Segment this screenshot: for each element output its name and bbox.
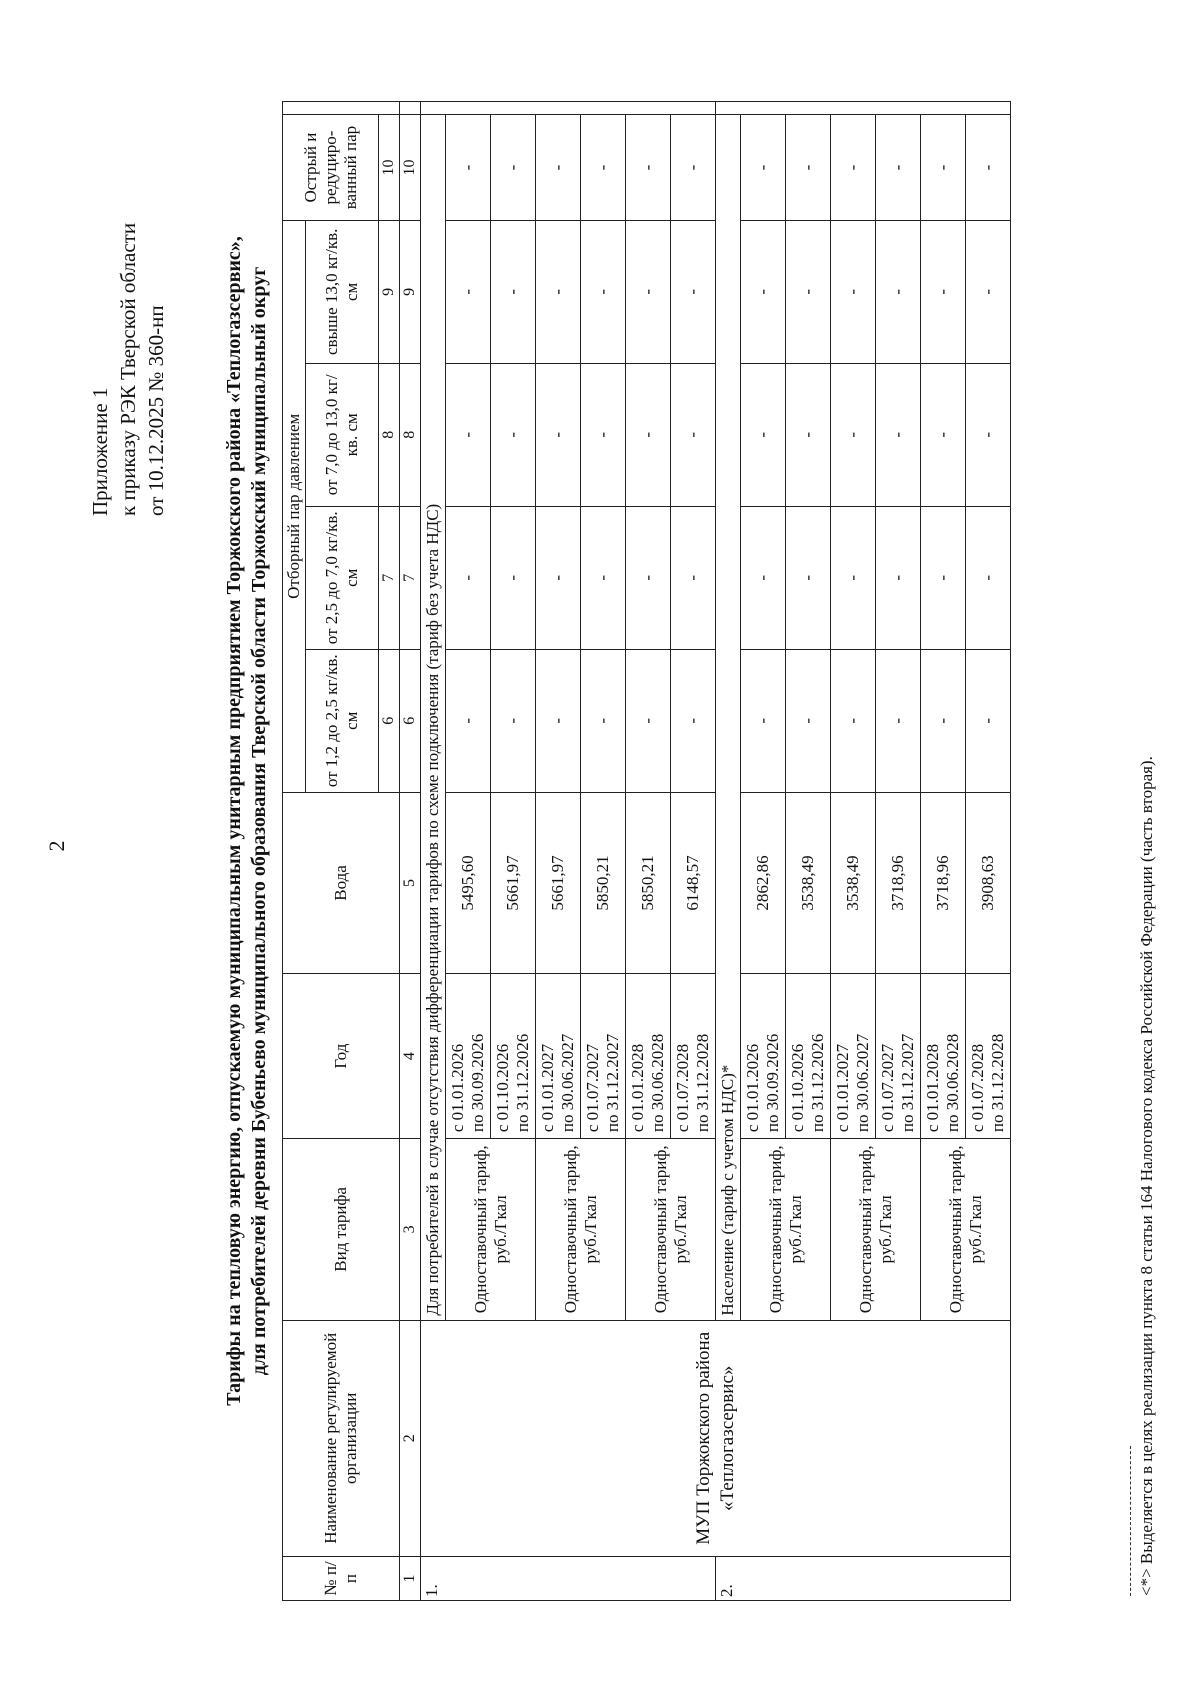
tariff-type: Одноставочный тариф, руб./Гкал [626, 1139, 716, 1320]
page-number: 2 [44, 840, 69, 852]
appendix-reference [86, 223, 170, 516]
period-cell [581, 974, 626, 1139]
column-index-1: 1 [400, 1557, 421, 1601]
section-title: Для потребителей в случае отсутствия дифференциации тарифов по схеме подключения (тариф без учета НДС) [421, 115, 446, 1320]
steam-tariff-empty: - [966, 115, 1011, 221]
period-cell [921, 974, 966, 1139]
header-num: № п/ п [283, 1557, 400, 1601]
column-number-6: 6 [379, 649, 400, 792]
separator-cell [716, 102, 1011, 115]
header-pressure-1: от 1,2 до 2,5 кг/кв. см [306, 649, 379, 792]
period-end: по 30.09.2026 [763, 1033, 782, 1133]
steam-tariff-empty: - [741, 363, 786, 506]
steam-tariff-empty: - [966, 363, 1011, 506]
column-index-9: 9 [400, 220, 421, 363]
water-tariff-value: 5661,97 [536, 792, 581, 973]
tariff-type: Одноставочный тариф, руб./Гкал [921, 1139, 1011, 1320]
steam-tariff-empty: - [446, 115, 491, 221]
period-end: по 31.12.2026 [513, 1033, 532, 1133]
steam-tariff-empty: - [876, 363, 921, 506]
steam-tariff-empty: - [626, 220, 671, 363]
period-cell [786, 974, 831, 1139]
column-index-10: 10 [400, 115, 421, 221]
section-title: Население (тариф с учетом НДС)* [716, 115, 741, 1320]
period-end: по 31.12.2027 [603, 1033, 622, 1133]
header-water: Вода [283, 792, 400, 973]
column-number-9: 9 [379, 220, 400, 363]
section-header-row [421, 102, 446, 1601]
header-year: Год [283, 974, 400, 1139]
steam-tariff-empty: - [581, 363, 626, 506]
steam-tariff-empty: - [446, 649, 491, 792]
header-organization: Наименование регулируемой организации [283, 1320, 400, 1556]
period-start: с 01.01.2028 [628, 1043, 647, 1133]
steam-tariff-empty: - [786, 506, 831, 649]
steam-tariff-empty: - [671, 363, 716, 506]
period-start: с 01.07.2028 [968, 1043, 987, 1133]
appendix-line-1: Приложение 1 [88, 387, 112, 516]
steam-tariff-empty: - [671, 506, 716, 649]
period-start: с 01.01.2028 [923, 1043, 942, 1133]
header-row-1 [283, 102, 306, 1601]
steam-tariff-empty: - [536, 220, 581, 363]
steam-tariff-empty: - [921, 506, 966, 649]
separator-cell [421, 102, 716, 115]
tariff-table [282, 101, 1011, 1601]
steam-tariff-empty: - [671, 115, 716, 221]
tariff-type: Одноставочный тариф, руб./Гкал [536, 1139, 626, 1320]
steam-tariff-empty: - [921, 220, 966, 363]
water-tariff-value: 3718,96 [876, 792, 921, 973]
section-number: 2. [716, 1557, 1011, 1601]
steam-tariff-empty: - [876, 115, 921, 221]
steam-tariff-empty: - [491, 220, 536, 363]
header-steam-group: Отборный пар давлением [283, 220, 306, 792]
period-start: с 01.07.2027 [878, 1043, 897, 1133]
period-start: с 01.10.2026 [788, 1043, 807, 1133]
period-cell [491, 974, 536, 1139]
water-tariff-value: 5495,60 [446, 792, 491, 973]
steam-tariff-empty: - [446, 363, 491, 506]
period-end: по 31.12.2027 [898, 1033, 917, 1133]
steam-tariff-empty: - [626, 363, 671, 506]
steam-tariff-empty: - [876, 506, 921, 649]
period-start: с 01.01.2027 [538, 1043, 557, 1133]
header-tariff-type: Вид тарифа [283, 1139, 400, 1320]
water-tariff-value: 3718,96 [921, 792, 966, 973]
column-number-10: 10 [379, 115, 400, 221]
separator-cell [283, 102, 400, 115]
steam-tariff-empty: - [831, 649, 876, 792]
steam-tariff-empty: - [536, 649, 581, 792]
steam-tariff-empty: - [741, 115, 786, 221]
period-end: по 30.06.2027 [853, 1033, 872, 1133]
column-index-row [400, 102, 421, 1601]
footnote: <*> Выделяется в целях реализации пункта 8 статьи 164 Налогового кодекса Российской Федерации (часть вторая). [1137, 756, 1156, 1596]
header-pressure-2: от 2,5 до 7,0 кг/кв. см [306, 506, 379, 649]
steam-tariff-empty: - [491, 363, 536, 506]
steam-tariff-empty: - [876, 220, 921, 363]
water-tariff-value: 2862,86 [741, 792, 786, 973]
column-index-5: 5 [400, 792, 421, 973]
period-end: по 30.06.2028 [943, 1033, 962, 1133]
period-end: по 31.12.2026 [808, 1033, 827, 1133]
period-cell [831, 974, 876, 1139]
water-tariff-value: 5850,21 [626, 792, 671, 973]
steam-tariff-empty: - [626, 115, 671, 221]
steam-tariff-empty: - [741, 506, 786, 649]
steam-tariff-empty: - [446, 220, 491, 363]
steam-tariff-empty: - [921, 115, 966, 221]
appendix-line-3: от 10.12.2025 № 360-нп [144, 305, 168, 516]
column-index-7: 7 [400, 506, 421, 649]
steam-tariff-empty: - [626, 649, 671, 792]
separator-cell [400, 102, 421, 115]
period-cell [671, 974, 716, 1139]
steam-tariff-empty: - [786, 220, 831, 363]
steam-tariff-empty: - [966, 220, 1011, 363]
period-end: по 30.06.2027 [558, 1033, 577, 1133]
column-index-2: 2 [400, 1320, 421, 1556]
column-number-7: 7 [379, 506, 400, 649]
steam-tariff-empty: - [921, 649, 966, 792]
steam-tariff-empty: - [741, 220, 786, 363]
period-cell [446, 974, 491, 1139]
steam-tariff-empty: - [671, 649, 716, 792]
period-end: по 31.12.2028 [988, 1033, 1007, 1133]
header-pressure-3: от 7,0 до 13,0 кг/кв. см [306, 363, 379, 506]
steam-tariff-empty: - [446, 506, 491, 649]
steam-tariff-empty: - [831, 115, 876, 221]
period-start: с 01.01.2026 [448, 1043, 467, 1133]
period-start: с 01.10.2026 [493, 1043, 512, 1133]
column-index-8: 8 [400, 363, 421, 506]
steam-tariff-empty: - [491, 649, 536, 792]
steam-tariff-empty: - [581, 506, 626, 649]
water-tariff-value: 3538,49 [786, 792, 831, 973]
period-start: с 01.07.2027 [583, 1043, 602, 1133]
period-cell [626, 974, 671, 1139]
column-number-8: 8 [379, 363, 400, 506]
steam-tariff-empty: - [536, 115, 581, 221]
steam-tariff-empty: - [876, 649, 921, 792]
column-index-6: 6 [400, 649, 421, 792]
period-end: по 30.09.2026 [468, 1033, 487, 1133]
document-title [222, 96, 272, 1546]
steam-tariff-empty: - [786, 115, 831, 221]
period-cell [966, 974, 1011, 1139]
column-index-3: 3 [400, 1139, 421, 1320]
steam-tariff-empty: - [741, 649, 786, 792]
steam-tariff-empty: - [831, 220, 876, 363]
steam-tariff-empty: - [581, 220, 626, 363]
water-tariff-value: 3538,49 [831, 792, 876, 973]
organization-name: МУП Торжокского района «Теплогазсервис» [421, 1320, 1011, 1556]
footnote-divider [1130, 1446, 1131, 1596]
header-sharp-steam: Острый и редуциро- ванный пар [283, 115, 379, 221]
steam-tariff-empty: - [626, 506, 671, 649]
steam-tariff-empty: - [581, 115, 626, 221]
title-line-1: Тарифы на тепловую энергию, отпускаемую муниципальным унитарным предприятием Торжокского района «Теплогазсервис», [223, 236, 245, 1406]
period-end: по 31.12.2028 [693, 1033, 712, 1133]
tariff-type: Одноставочный тариф, руб./Гкал [446, 1139, 536, 1320]
water-tariff-value: 5661,97 [491, 792, 536, 973]
column-index-4: 4 [400, 974, 421, 1139]
period-end: по 30.06.2028 [648, 1033, 667, 1133]
tariff-type: Одноставочный тариф, руб./Гкал [831, 1139, 921, 1320]
water-tariff-value: 5850,21 [581, 792, 626, 973]
steam-tariff-empty: - [491, 115, 536, 221]
steam-tariff-empty: - [536, 506, 581, 649]
water-tariff-value: 6148,57 [671, 792, 716, 973]
period-start: с 01.07.2028 [673, 1043, 692, 1133]
steam-tariff-empty: - [491, 506, 536, 649]
steam-tariff-empty: - [581, 649, 626, 792]
section-number: 1. [421, 1557, 716, 1601]
steam-tariff-empty: - [786, 363, 831, 506]
header-pressure-4: свыше 13,0 кг/кв. см [306, 220, 379, 363]
steam-tariff-empty: - [966, 649, 1011, 792]
steam-tariff-empty: - [671, 220, 716, 363]
appendix-line-2: к приказу РЭК Тверской области [116, 222, 140, 516]
steam-tariff-empty: - [536, 363, 581, 506]
period-start: с 01.01.2027 [833, 1043, 852, 1133]
steam-tariff-empty: - [831, 506, 876, 649]
period-cell [876, 974, 921, 1139]
tariff-type: Одноставочный тариф, руб./Гкал [741, 1139, 831, 1320]
tariff-table-body [283, 102, 1011, 1601]
period-cell [741, 974, 786, 1139]
steam-tariff-empty: - [786, 649, 831, 792]
steam-tariff-empty: - [966, 506, 1011, 649]
period-start: с 01.01.2026 [743, 1043, 762, 1133]
water-tariff-value: 3908,63 [966, 792, 1011, 973]
title-line-2: для потребителей деревни Бубеньево муниципального образования Тверской области Торжокский муниципальный округ [248, 266, 270, 1376]
steam-tariff-empty: - [921, 363, 966, 506]
steam-tariff-empty: - [831, 363, 876, 506]
period-cell [536, 974, 581, 1139]
